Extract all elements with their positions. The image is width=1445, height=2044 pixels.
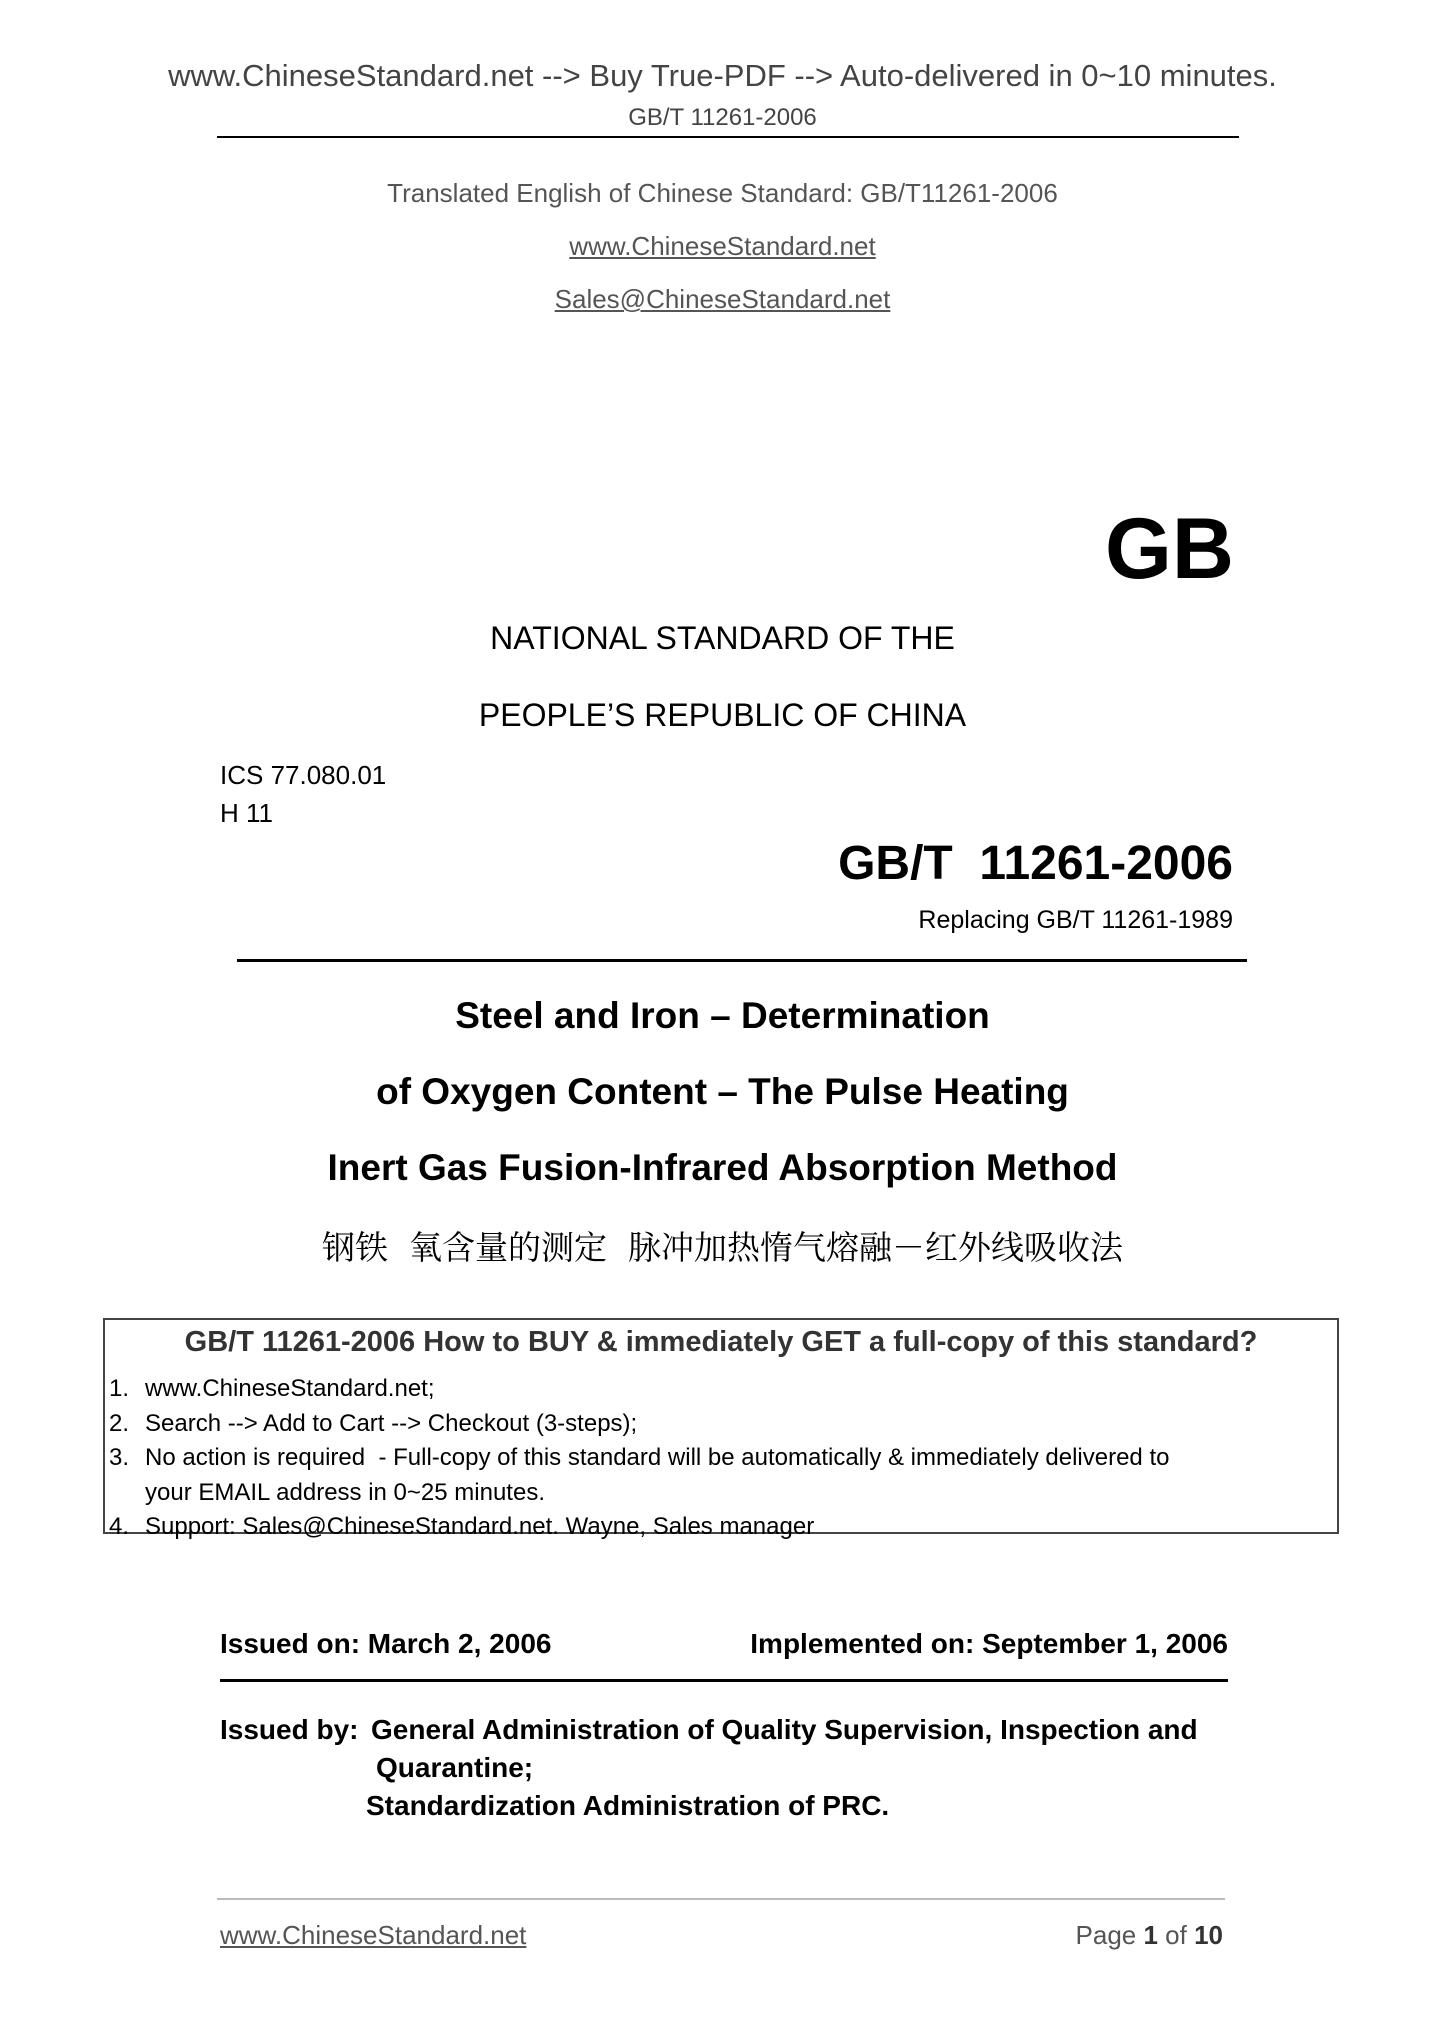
purchase-info-box	[103, 1318, 1339, 1540]
ccs-code: H 11	[220, 798, 273, 828]
list-item	[109, 1476, 1169, 1511]
website-link[interactable]: www.ChineseStandard.net	[569, 231, 876, 261]
list-item	[109, 1510, 1169, 1545]
purchase-heading: GB/T 11261-2006 How to BUY & immediately GET a full-copy of this standard?	[184, 1326, 1258, 1358]
email-link[interactable]: Sales@ChineseStandard.net	[554, 284, 891, 314]
issuer-line2: Quarantine;	[376, 1752, 534, 1783]
step-number: 1.	[109, 1375, 130, 1402]
list-item	[109, 1441, 1169, 1476]
issuer-line3: Standardization Administration of PRC.	[366, 1790, 890, 1821]
list-item	[109, 1407, 1169, 1442]
step-text: No action is required - Full-copy of this standard will be automatically & immediately delivered to	[145, 1444, 1170, 1471]
issued-on-date: Issued on: March 2, 2006	[220, 1628, 552, 1659]
dates-divider	[220, 1679, 1228, 1682]
footer-divider	[217, 1898, 1225, 1900]
classification-codes	[220, 756, 386, 832]
header-banner: www.ChineseStandard.net --> Buy True-PDF --> Auto-delivered in 0~10 minutes.	[168, 58, 1277, 93]
replacing-note: Replacing GB/T 11261-1989	[918, 906, 1233, 934]
step-text: Support: Sales@ChineseStandard.net. Wayne, Sales manager	[145, 1513, 815, 1540]
step-text: your EMAIL address in 0~25 minutes.	[145, 1478, 545, 1506]
step-number: 3.	[109, 1444, 130, 1471]
title-chinese: 钢铁 氧含量的测定 脉冲加热惰气熔融－红外线吸收法	[322, 1228, 1123, 1267]
title-line3: Inert Gas Fusion-Infrared Absorption Method	[327, 1147, 1118, 1188]
title-line1: Steel and Iron – Determination	[455, 995, 990, 1036]
header-divider	[217, 136, 1239, 138]
title-line2: of Oxygen Content – The Pulse Heating	[376, 1071, 1069, 1112]
page-total: 10	[1194, 1920, 1223, 1950]
header-standard-number: GB/T 11261-2006	[628, 104, 817, 131]
standard-number: GB/T 11261-2006	[838, 837, 1233, 890]
gb-mark: GB	[1105, 501, 1234, 597]
step-text: www.ChineseStandard.net;	[145, 1375, 435, 1402]
list-item	[109, 1372, 1169, 1407]
page-prefix: Page	[1075, 1920, 1144, 1950]
purchase-steps	[109, 1372, 1169, 1545]
step-text: Search --> Add to Cart --> Checkout (3-steps);	[145, 1409, 638, 1437]
page-indicator	[1076, 1920, 1223, 1951]
footer-website-link[interactable]: www.ChineseStandard.net	[220, 1920, 527, 1950]
page-of: of	[1157, 1920, 1195, 1950]
ics-code: ICS 77.080.01	[220, 760, 387, 790]
page-current: 1	[1143, 1920, 1158, 1950]
step-number: 2.	[109, 1409, 130, 1437]
implemented-on-date: Implemented on: September 1, 2006	[750, 1628, 1228, 1659]
step-number	[109, 1476, 145, 1511]
translation-note: Translated English of Chinese Standard: GB/T11261-2006	[387, 178, 1058, 208]
national-standard-line2: PEOPLE’S REPUBLIC OF CHINA	[478, 697, 967, 733]
national-standard-line1: NATIONAL STANDARD OF THE	[490, 620, 955, 656]
issued-by-label: Issued by:	[220, 1714, 359, 1745]
title-divider	[237, 959, 1247, 962]
step-number: 4.	[109, 1513, 130, 1540]
issuer-line1: General Administration of Quality Supervision, Inspection and	[371, 1714, 1198, 1745]
